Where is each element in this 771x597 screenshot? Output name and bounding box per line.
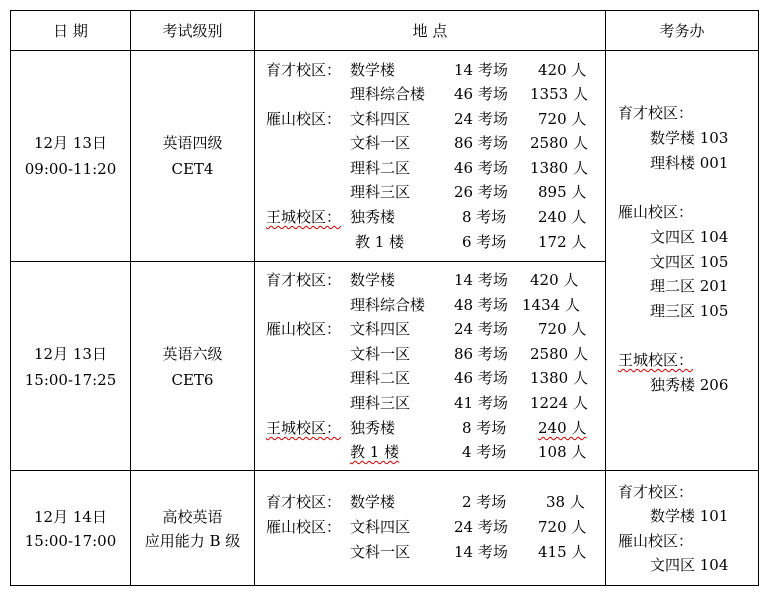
header-divider [10,50,759,51]
venue-people: 108 人 [538,443,587,461]
venue-rooms: 8 考场 [462,419,507,437]
office-room: 文四区 105 [650,253,729,271]
row2-date: 12月 13日 [34,345,107,363]
row-divider-1 [10,261,605,262]
venue-building: 文科四区 [350,320,411,338]
venue-people: 1353 人 [530,85,588,103]
venue-people: 415 人 [538,543,587,561]
table-border-bottom [10,585,759,586]
venue-campus: 雁山校区： [266,110,342,128]
row2-time: 15:00-17:25 [24,371,117,389]
venue-people: 1224 人 [530,394,588,412]
venue-people: 720 人 [538,320,587,338]
venue-people: 240 人 [538,208,587,226]
office-campus: 育才校区： [618,104,694,122]
row1-date: 12月 13日 [34,134,107,152]
header-place: 地 点 [412,22,448,40]
office-room: 理二区 201 [650,277,729,295]
venue-people: 420 人 [538,61,587,79]
venue-people: 38 人 [546,493,585,511]
office-campus: 雁山校区： [618,532,694,550]
office-campus: 王城校区： [618,351,694,369]
venue-building: 文科一区 [350,134,411,152]
office-room: 文四区 104 [650,228,729,246]
header-office: 考务办 [659,22,705,40]
row2-code: CET6 [171,371,214,389]
row-divider-2 [10,470,759,471]
col-divider-1 [130,10,131,586]
venue-people: 720 人 [538,110,587,128]
venue-building: 文科四区 [350,110,411,128]
venue-rooms: 14 考场 [454,543,508,561]
venue-building: 教 1 楼 [350,443,400,461]
venue-building: 文科四区 [350,518,411,536]
venue-campus: 雁山校区： [266,518,342,536]
venue-people: 420 人 [530,271,579,289]
venue-people: 240 人 [538,419,587,437]
venue-rooms: 46 考场 [454,159,508,177]
row1-code: CET4 [171,160,214,178]
office-room: 理科楼 001 [650,154,729,172]
venue-building: 数学楼 [350,271,396,289]
venue-building: 理科综合楼 [350,296,426,314]
venue-rooms: 6 考场 [462,233,507,251]
header-date: 日 期 [53,22,88,40]
venue-rooms: 8 考场 [462,208,507,226]
table-border-right [758,10,759,586]
venue-building: 理科综合楼 [350,85,426,103]
office-room: 数学楼 103 [650,129,729,147]
venue-people: 1380 人 [530,369,588,387]
venue-campus: 王城校区： [266,419,342,437]
venue-building: 理科二区 [350,159,411,177]
venue-rooms: 41 考场 [454,394,508,412]
venue-building: 理科三区 [350,183,411,201]
office-campus: 雁山校区： [618,203,694,221]
venue-people: 895 人 [538,183,587,201]
venue-rooms: 86 考场 [454,345,508,363]
row3-date: 12月 14日 [34,508,107,526]
venue-building: 独秀楼 [350,208,396,226]
venue-people: 1434 人 [522,296,580,314]
row3-time: 15:00-17:00 [24,532,117,550]
venue-building: 理科二区 [350,369,411,387]
venue-people: 720 人 [538,518,587,536]
venue-people: 172 人 [538,233,587,251]
row2-level: 英语六级 [162,345,223,363]
venue-building: 文科一区 [350,345,411,363]
office-room: 文四区 104 [650,556,729,574]
row1-time: 09:00-11:20 [24,160,117,178]
header-level: 考试级别 [162,22,223,40]
table-border-top [10,10,759,11]
venue-building: 文科一区 [350,543,411,561]
venue-campus: 育才校区： [266,271,342,289]
venue-rooms: 2 考场 [462,493,507,511]
row3-code: 应用能力 B 级 [144,532,241,550]
venue-rooms: 24 考场 [454,110,508,128]
office-campus: 育才校区： [618,483,694,501]
venue-rooms: 26 考场 [454,183,508,201]
venue-campus: 育才校区： [266,61,342,79]
venue-rooms: 46 考场 [454,369,508,387]
venue-rooms: 86 考场 [454,134,508,152]
venue-building: 数学楼 [350,61,396,79]
venue-rooms: 4 考场 [462,443,507,461]
venue-building: 理科三区 [350,394,411,412]
office-room: 独秀楼 206 [650,376,729,394]
venue-rooms: 46 考场 [454,85,508,103]
office-room: 数学楼 101 [650,507,729,525]
venue-rooms: 24 考场 [454,518,508,536]
venue-building: 独秀楼 [350,419,396,437]
venue-rooms: 24 考场 [454,320,508,338]
table-border-left [10,10,11,586]
venue-people: 2580 人 [530,345,588,363]
venue-building: 教 1 楼 [355,233,405,251]
col-divider-2 [254,10,255,586]
venue-rooms: 48 考场 [454,296,508,314]
venue-building: 数学楼 [350,493,396,511]
venue-people: 2580 人 [530,134,588,152]
venue-campus: 育才校区： [266,493,342,511]
row1-level: 英语四级 [162,134,223,152]
row3-level: 高校英语 [162,508,223,526]
venue-rooms: 14 考场 [454,271,508,289]
venue-people: 1380 人 [530,159,588,177]
office-room: 理三区 105 [650,302,729,320]
venue-rooms: 14 考场 [454,61,508,79]
col-divider-3 [605,10,606,586]
venue-campus: 王城校区： [266,208,342,226]
venue-campus: 雁山校区： [266,320,342,338]
